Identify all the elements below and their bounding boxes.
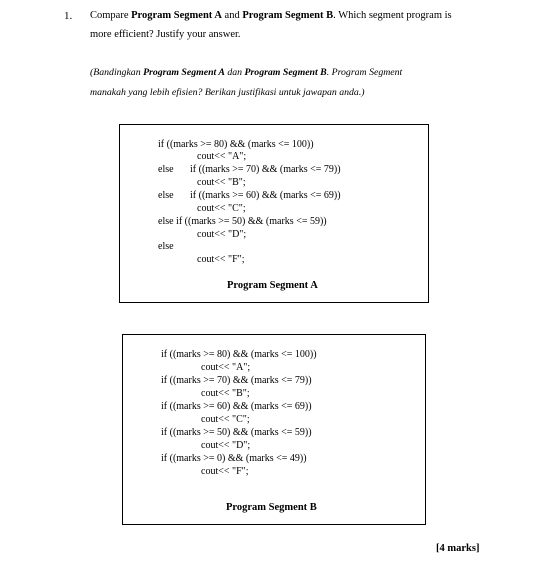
question-segment-a: Program Segment A	[131, 10, 222, 21]
malay-dan: dan	[224, 67, 245, 78]
question-segment-b: Program Segment B	[242, 10, 334, 21]
program-segment-b-caption: Program Segment B	[226, 502, 317, 513]
code-b-line-3: if ((marks >= 70) && (marks <= 79))	[161, 375, 312, 386]
code-a-line-3: else	[158, 164, 174, 175]
code-a-line-5: cout<< "B";	[197, 177, 246, 188]
malay-suffix: . Program Segment	[326, 67, 403, 78]
question-and: and	[221, 10, 243, 21]
malay-segment-b: Program Segment B	[244, 67, 327, 78]
code-a-line-7: if ((marks >= 60) && (marks <= 69))	[190, 190, 341, 201]
code-a-line-4: if ((marks >= 70) && (marks <= 79))	[190, 164, 341, 175]
program-segment-a-box	[119, 124, 429, 303]
code-a-line-9: else if ((marks >= 50) && (marks <= 59))	[158, 216, 327, 227]
malay-prefix: (Bandingkan	[90, 67, 144, 78]
code-a-line-2: cout<< "A";	[197, 151, 247, 162]
malay-segment-a: Program Segment A	[143, 67, 225, 78]
code-b-line-7: if ((marks >= 50) && (marks <= 59))	[161, 427, 312, 438]
code-b-line-9: if ((marks >= 0) && (marks <= 49))	[161, 453, 307, 464]
question-suffix: . Which segment program is	[333, 10, 452, 21]
code-a-line-12: cout<< "F";	[197, 254, 245, 265]
code-a-line-6: else	[158, 190, 174, 201]
program-segment-a-caption: Program Segment A	[227, 280, 318, 291]
code-a-line-1: if ((marks >= 80) && (marks <= 100))	[158, 139, 314, 150]
code-b-line-1: if ((marks >= 80) && (marks <= 100))	[161, 349, 317, 360]
question-number: 1.	[64, 10, 73, 22]
code-a-line-8: cout<< "C";	[197, 203, 246, 214]
question-line-1	[90, 10, 452, 21]
marks-label: [4 marks]	[436, 543, 480, 554]
malay-line-1	[90, 67, 402, 78]
code-b-line-2: cout<< "A";	[201, 362, 251, 373]
code-b-line-5: if ((marks >= 60) && (marks <= 69))	[161, 401, 312, 412]
code-a-line-11: else	[158, 241, 174, 252]
program-segment-b-box	[122, 334, 426, 525]
malay-line-2: manakah yang lebih efisien? Berikan justifikasi untuk jawapan anda.)	[90, 87, 365, 98]
question-line-2: more efficient? Justify your answer.	[90, 29, 241, 40]
question-prefix: Compare	[90, 10, 132, 21]
code-b-line-8: cout<< "D";	[201, 440, 251, 451]
code-b-line-4: cout<< "B";	[201, 388, 250, 399]
code-b-line-10: cout<< "F";	[201, 466, 249, 477]
code-a-line-10: cout<< "D";	[197, 229, 247, 240]
code-b-line-6: cout<< "C";	[201, 414, 250, 425]
